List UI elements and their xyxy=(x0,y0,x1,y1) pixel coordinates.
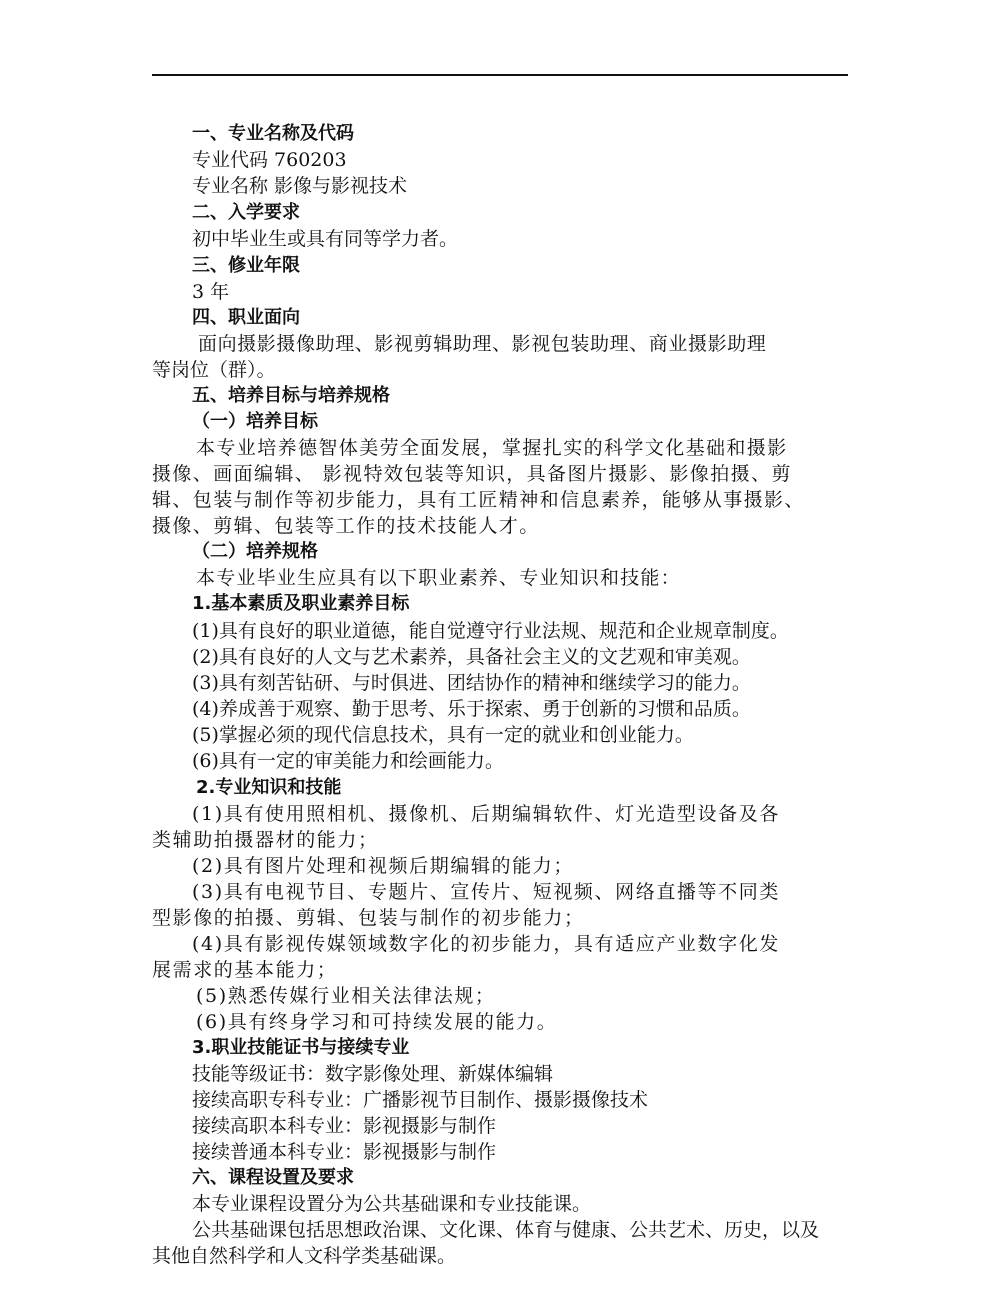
knowledge-item-1-line-1: (1)具有使用照相机、摄像机、后期编辑软件、灯光造型设备及各 xyxy=(192,803,780,825)
goal-line-1: 本专业培养德智体美劳全面发展，掌握扎实的科学文化基础和摄影 xyxy=(196,437,788,459)
career-line-1: 面向摄影摄像助理、影视剪辑助理、影视包装助理、商业摄影助理 xyxy=(198,333,767,355)
section-5-heading: 五、培养目标与培养规格 xyxy=(192,385,390,406)
quality-heading: 1.基本素质及职业素养目标 xyxy=(192,593,410,614)
spec-heading: （二）培养规格 xyxy=(192,541,318,562)
continuation-vocational-bachelor: 接续高职本科专业：影视摄影与制作 xyxy=(192,1115,497,1137)
section-2-heading: 二、入学要求 xyxy=(192,202,300,223)
goal-line-4: 摄像、剪辑、包装等工作的技术技能人才。 xyxy=(152,515,540,537)
continuation-vocational-college: 接续高职专科专业：广播影视节目制作、摄影摄像技术 xyxy=(192,1089,649,1111)
section-6-heading: 六、课程设置及要求 xyxy=(192,1167,354,1188)
certificate-line: 技能等级证书：数字影像处理、新媒体编辑 xyxy=(192,1063,554,1085)
course-intro: 本专业课程设置分为公共基础课和专业技能课。 xyxy=(192,1193,592,1215)
knowledge-item-2: (2)具有图片处理和视频后期编辑的能力； xyxy=(192,855,574,877)
quality-item-5: (5)掌握必须的现代信息技术，具有一定的就业和创业能力。 xyxy=(192,724,694,746)
career-line-2: 等岗位（群）。 xyxy=(152,359,276,381)
spec-intro: 本专业毕业生应具有以下职业素养、专业知识和技能： xyxy=(196,567,681,589)
knowledge-item-6: (6)具有终身学习和可持续发展的能力。 xyxy=(196,1011,558,1033)
knowledge-item-3-line-1: (3)具有电视节目、专题片、宣传片、短视频、网络直播等不同类 xyxy=(192,881,780,903)
certificate-heading: 3.职业技能证书与接续专业 xyxy=(192,1037,410,1058)
header-rule xyxy=(152,74,848,76)
course-line-2: 其他自然科学和人文科学类基础课。 xyxy=(152,1245,457,1267)
knowledge-item-3-line-2: 型影像的拍摄、剪辑、包装与制作的初步能力； xyxy=(152,907,585,929)
quality-item-4: (4)养成善于观察、勤于思考、乐于探索、勇于创新的习惯和品质。 xyxy=(192,698,751,720)
knowledge-item-4-line-2: 展需求的基本能力； xyxy=(152,959,338,981)
entry-requirement: 初中毕业生或具有同等学力者。 xyxy=(192,228,459,250)
section-3-heading: 三、修业年限 xyxy=(192,255,300,276)
quality-item-1: (1)具有良好的职业道德，能自觉遵守行业法规、规范和企业规章制度。 xyxy=(192,620,789,642)
quality-item-2: (2)具有良好的人文与艺术素养，具备社会主义的文艺观和审美观。 xyxy=(192,646,751,668)
program-name: 专业名称 影像与影视技术 xyxy=(192,175,408,197)
section-1-heading: 一、专业名称及代码 xyxy=(192,123,354,144)
quality-item-3: (3)具有刻苦钻研、与时俱进、团结协作的精神和继续学习的能力。 xyxy=(192,672,751,694)
study-duration: 3 年 xyxy=(192,281,230,303)
section-4-heading: 四、职业面向 xyxy=(192,307,300,328)
quality-item-6: (6)具有一定的审美能力和绘画能力。 xyxy=(192,750,504,772)
course-line-1: 公共基础课包括思想政治课、文化课、体育与健康、公共艺术、历史，以及 xyxy=(192,1219,820,1241)
knowledge-item-4-line-1: (4)具有影视传媒领域数字化的初步能力，具有适应产业数字化发 xyxy=(192,933,780,955)
continuation-general-bachelor: 接续普通本科专业：影视摄影与制作 xyxy=(192,1141,497,1163)
goal-line-2: 摄像、画面编辑、 影视特效包装等知识，具备图片摄影、影像拍摄、剪 xyxy=(152,463,792,485)
knowledge-heading: 2.专业知识和技能 xyxy=(196,777,342,798)
program-code: 专业代码 760203 xyxy=(192,149,347,171)
knowledge-item-1-line-2: 类辅助拍摄器材的能力； xyxy=(152,829,379,851)
goal-line-3: 辑、包装与制作等初步能力，具有工匠精神和信息素养，能够从事摄影、 xyxy=(152,489,805,511)
goal-heading: （一）培养目标 xyxy=(192,411,318,432)
knowledge-item-5: (5)熟悉传媒行业相关法律法规； xyxy=(196,985,496,1007)
